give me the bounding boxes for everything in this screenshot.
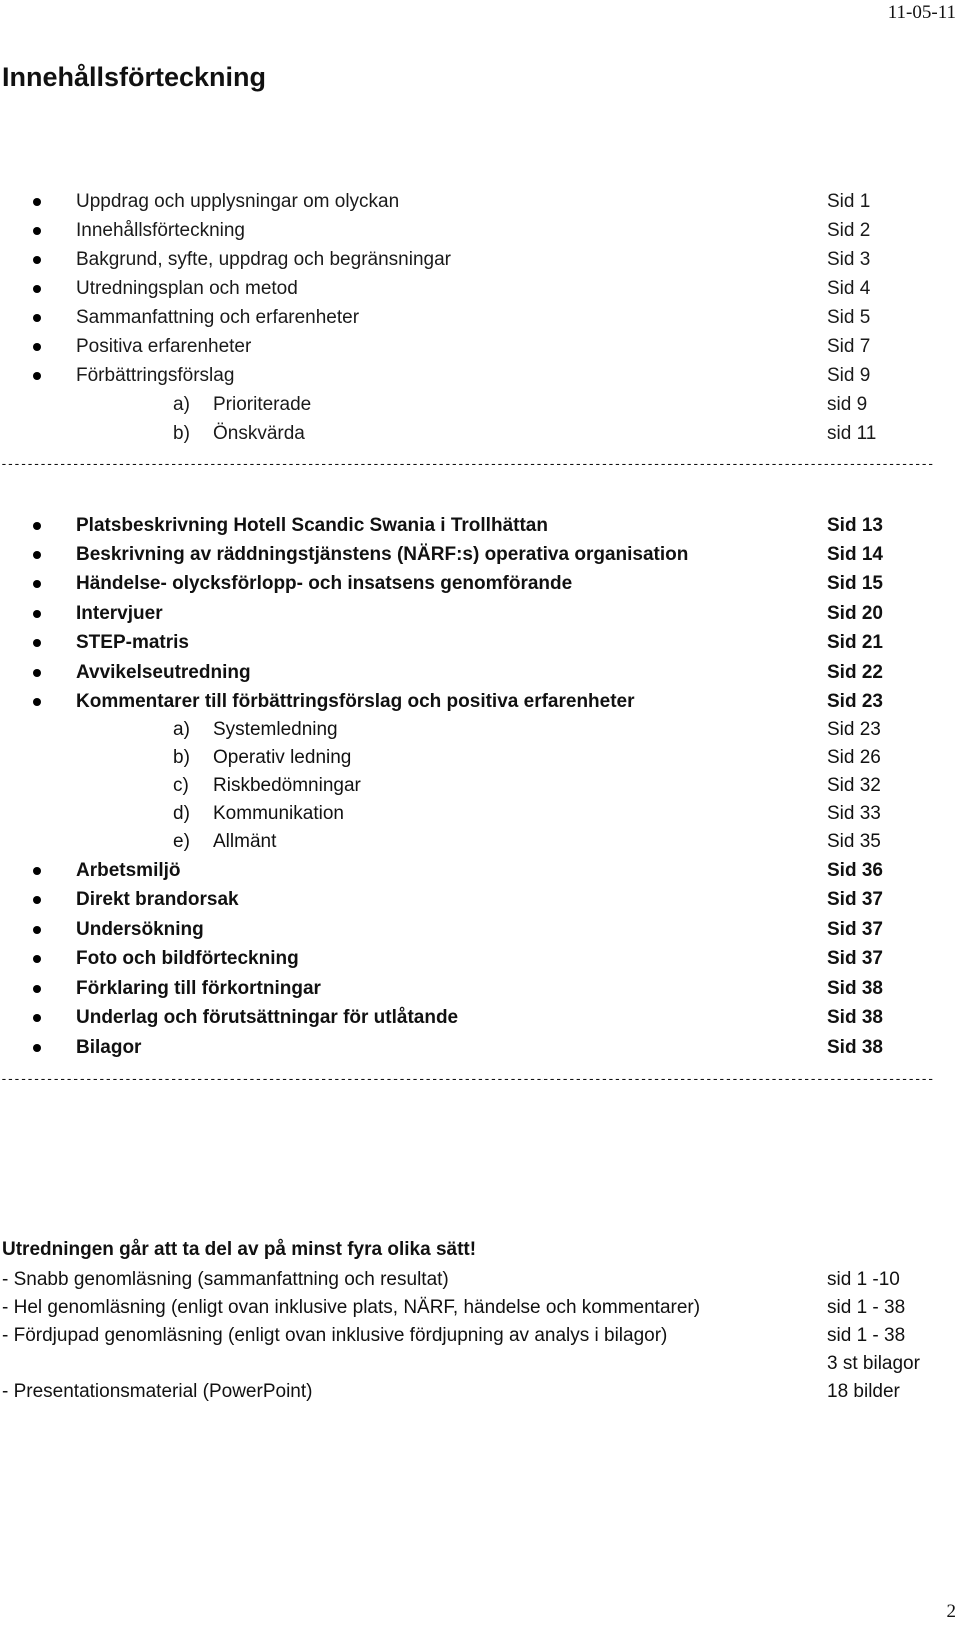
toc-subitem-marker: c): [173, 775, 189, 796]
toc-item: [0, 304, 960, 332]
bullet-icon: [33, 256, 41, 264]
toc-item-page: Sid 1: [827, 191, 871, 212]
bullet-icon: [33, 285, 41, 293]
toc-item-label: Platsbeskrivning Hotell Scandic Swania i Trollhättan: [76, 515, 548, 536]
toc-item-label: Direkt brandorsak: [76, 889, 239, 910]
toc-item-page: Sid 9: [827, 365, 871, 386]
toc-item-page: Sid 7: [827, 336, 871, 357]
toc-subitem: [0, 800, 960, 828]
toc-item: [0, 217, 960, 245]
toc-item-page: Sid 22: [827, 662, 883, 683]
toc-item-label: Uppdrag och upplysningar om olyckan: [76, 191, 400, 212]
toc-subitem-marker: d): [173, 803, 190, 824]
toc-subitem: [0, 772, 960, 800]
toc-item-page: Sid 5: [827, 307, 871, 328]
toc-item-page: Sid 13: [827, 515, 883, 536]
toc-item-page: Sid 38: [827, 1037, 883, 1058]
bullet-icon: [33, 314, 41, 322]
toc-item: [0, 659, 960, 687]
toc-item-label: Undersökning: [76, 919, 204, 940]
reading-option-label: - Snabb genomläsning (sammanfattning och resultat): [2, 1269, 449, 1290]
toc-item: [0, 975, 960, 1003]
toc-subitem-page: sid 9: [827, 394, 868, 415]
toc-item: [0, 1004, 960, 1032]
bullet-icon: [33, 551, 41, 559]
toc-item: [0, 688, 960, 716]
bullet-icon: [33, 896, 41, 904]
toc-item-page: Sid 37: [827, 919, 883, 940]
toc-item-label: Bakgrund, syfte, uppdrag och begränsningar: [76, 249, 451, 270]
bullet-icon: [33, 669, 41, 677]
toc-item-label: Intervjuer: [76, 603, 163, 624]
bullet-icon: [33, 198, 41, 206]
toc-subitem-page: Sid 32: [827, 775, 881, 796]
bullet-icon: [33, 926, 41, 934]
toc-subitem-page: Sid 26: [827, 747, 881, 768]
toc-item: [0, 916, 960, 944]
reading-option-label: - Presentationsmaterial (PowerPoint): [2, 1381, 313, 1402]
toc-subitem-label: Önskvärda: [213, 423, 305, 444]
toc-item-page: Sid 38: [827, 978, 883, 999]
reading-option: [0, 1294, 960, 1322]
toc-subitem: [0, 420, 960, 448]
toc-item-page: Sid 37: [827, 948, 883, 969]
toc-item-page: Sid 2: [827, 220, 871, 241]
reading-option-label: - Fördjupad genomläsning (enligt ovan inklusive fördjupning av analys i bilagor): [2, 1325, 668, 1346]
toc-item-page: Sid 38: [827, 1007, 883, 1028]
toc-item-label: Händelse- olycksförlopp- och insatsens genomförande: [76, 573, 573, 594]
toc-item-page: Sid 3: [827, 249, 871, 270]
toc-subitem-label: Operativ ledning: [213, 747, 352, 768]
toc-item-label: Foto och bildförteckning: [76, 948, 299, 969]
toc-subitem-page: Sid 33: [827, 803, 881, 824]
reading-option-value: 3 st bilagor: [827, 1353, 920, 1374]
toc-item: [0, 333, 960, 361]
toc-item: [0, 275, 960, 303]
toc-item-label: Kommentarer till förbättringsförslag och positiva erfarenheter: [76, 691, 635, 712]
bullet-icon: [33, 227, 41, 235]
toc-subitem-label: Allmänt: [213, 831, 277, 852]
toc-item-page: Sid 37: [827, 889, 883, 910]
toc-item-page: Sid 21: [827, 632, 883, 653]
toc-subitem: [0, 828, 960, 856]
toc-item: [0, 512, 960, 540]
toc-item-label: Sammanfattning och erfarenheter: [76, 307, 360, 328]
toc-item-label: Arbetsmiljö: [76, 860, 181, 881]
reading-option: [0, 1378, 960, 1406]
bullet-icon: [33, 343, 41, 351]
toc-subitem-label: Systemledning: [213, 719, 338, 740]
toc-subitem-marker: a): [173, 719, 190, 740]
bullet-icon: [33, 867, 41, 875]
page-title: Innehållsförteckning: [2, 62, 267, 92]
toc-item-label: Innehållsförteckning: [76, 220, 245, 241]
reading-option-value: sid 1 -10: [827, 1269, 900, 1290]
toc-item-label: Avvikelseutredning: [76, 662, 251, 683]
toc-subitem-page: Sid 23: [827, 719, 881, 740]
toc-item-label: Bilagor: [76, 1037, 142, 1058]
toc-subitem-page: Sid 35: [827, 831, 881, 852]
bullet-icon: [33, 1044, 41, 1052]
bullet-icon: [33, 985, 41, 993]
toc-item: [0, 541, 960, 569]
toc-item-page: Sid 20: [827, 603, 883, 624]
toc-subitem-label: Riskbedömningar: [213, 775, 361, 796]
toc-subitem-label: Kommunikation: [213, 803, 344, 824]
toc-item: [0, 600, 960, 628]
toc-item: [0, 570, 960, 598]
toc-subitem-marker: a): [173, 394, 190, 415]
toc-subitem: [0, 716, 960, 744]
toc-item-label: Underlag och förutsättningar för utlåtande: [76, 1007, 459, 1028]
toc-subitem-marker: b): [173, 423, 190, 444]
toc-item-page: Sid 14: [827, 544, 883, 565]
divider-line: -----------------------------------------------------------------------------------------------------------------------------------------------: [0, 457, 934, 472]
toc-item: [0, 362, 960, 390]
header-date: 11-05-11: [887, 2, 956, 23]
toc-subitem-marker: b): [173, 747, 190, 768]
reading-heading: Utredningen går att ta del av på minst fyra olika sätt!: [2, 1239, 477, 1260]
toc-item-page: Sid 15: [827, 573, 883, 594]
toc-item: [0, 945, 960, 973]
toc-item-page: Sid 23: [827, 691, 883, 712]
toc-item: [0, 629, 960, 657]
reading-option: [0, 1266, 960, 1294]
bullet-icon: [33, 955, 41, 963]
toc-item-label: STEP-matris: [76, 632, 189, 653]
toc-item-label: Förbättringsförslag: [76, 365, 235, 386]
bullet-icon: [33, 610, 41, 618]
toc-item: [0, 246, 960, 274]
reading-option-value: sid 1 - 38: [827, 1325, 906, 1346]
toc-item: [0, 188, 960, 216]
toc-subitem: [0, 744, 960, 772]
reading-option-value: sid 1 - 38: [827, 1297, 906, 1318]
bullet-icon: [33, 698, 41, 706]
toc-item: [0, 886, 960, 914]
toc-item-page: Sid 36: [827, 860, 883, 881]
bullet-icon: [33, 639, 41, 647]
toc-item-label: Beskrivning av räddningstjänstens (NÄRF:s) operativa organisation: [76, 544, 689, 565]
toc-item-label: Utredningsplan och metod: [76, 278, 298, 299]
toc-item-label: Förklaring till förkortningar: [76, 978, 321, 999]
toc-item: [0, 1034, 960, 1062]
reading-option-value: 18 bilder: [827, 1381, 900, 1402]
toc-item-page: Sid 4: [827, 278, 871, 299]
toc-subitem: [0, 391, 960, 419]
reading-option: [0, 1350, 960, 1378]
toc-subitem-page: sid 11: [827, 423, 877, 444]
toc-item: [0, 857, 960, 885]
toc-subitem-marker: e): [173, 831, 190, 852]
bullet-icon: [33, 522, 41, 530]
bullet-icon: [33, 580, 41, 588]
toc-item-label: Positiva erfarenheter: [76, 336, 252, 357]
toc-subitem-label: Prioriterade: [213, 394, 312, 415]
divider-line: -----------------------------------------------------------------------------------------------------------------------------------------------: [0, 1072, 934, 1087]
bullet-icon: [33, 372, 41, 380]
page-number: 2: [946, 1601, 956, 1622]
reading-option: [0, 1322, 960, 1350]
reading-option-label: - Hel genomläsning (enligt ovan inklusive plats, NÄRF, händelse och kommentarer): [2, 1297, 701, 1318]
bullet-icon: [33, 1014, 41, 1022]
